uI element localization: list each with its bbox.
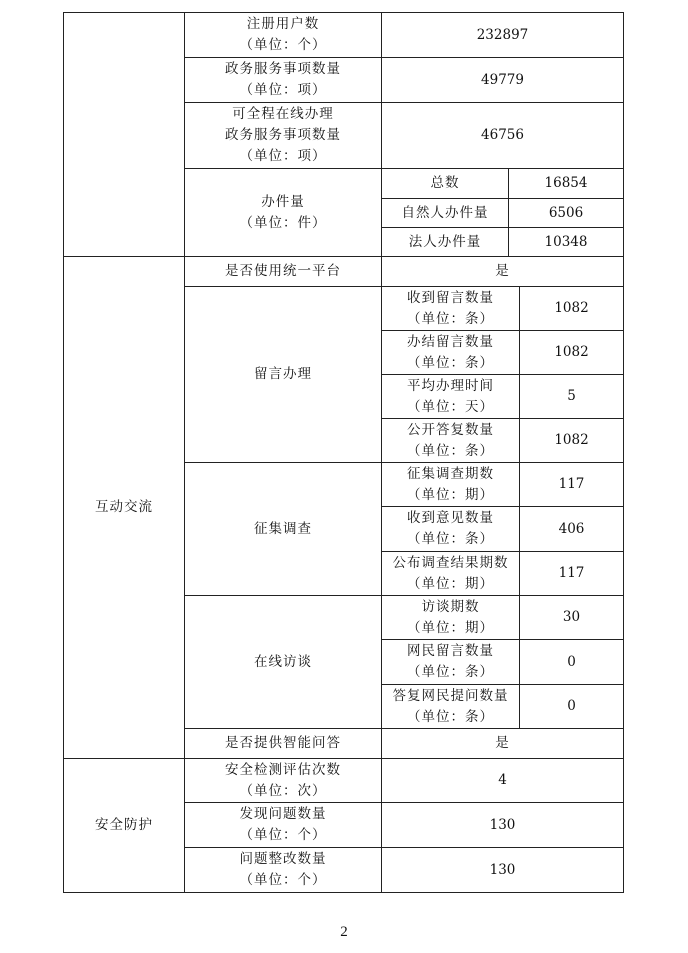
label-survey-opinions: 收到意见数量 （单位：条）	[381, 506, 520, 552]
value-interview-replies: 0	[519, 684, 624, 729]
label-security-checks: 安全检测评估次数 （单位：次）	[184, 758, 382, 803]
label-online-items: 可全程在线办理 政务服务事项数量 （单位：项）	[184, 102, 382, 169]
label-service-items: 政务服务事项数量 （单位：项）	[184, 57, 382, 103]
value-online-items: 46756	[381, 102, 624, 169]
value-service-items: 49779	[381, 57, 624, 103]
value-survey-periods: 117	[519, 462, 624, 507]
label-interview-periods: 访谈期数 （单位：期）	[381, 595, 520, 640]
group-label-security: 安全防护	[95, 817, 153, 833]
value-messages-received: 1082	[519, 286, 624, 331]
group-cell-security	[63, 758, 185, 893]
label-interview-replies: 答复网民提问数量 （单位：条）	[381, 684, 520, 729]
value-survey-opinions: 406	[519, 506, 624, 552]
value-messages-public: 1082	[519, 418, 624, 463]
value-messages-closed: 1082	[519, 330, 624, 375]
label-interview: 在线访谈	[184, 595, 382, 729]
label-cases: 办件量 （单位：件）	[184, 168, 382, 257]
group-label-interaction: 互动交流	[95, 499, 153, 515]
value-survey-results: 117	[519, 551, 624, 596]
label-messages-public: 公开答复数量 （单位：条）	[381, 418, 520, 463]
value-cases-natural: 6506	[508, 198, 624, 228]
value-registered-users: 232897	[381, 12, 624, 58]
label-security-fixed: 问题整改数量 （单位：个）	[184, 847, 382, 893]
label-cases-legal: 法人办件量	[381, 227, 509, 257]
label-registered-users: 注册用户数 （单位：个）	[184, 12, 382, 58]
value-unified-platform: 是	[381, 256, 624, 287]
label-interview-messages: 网民留言数量 （单位：条）	[381, 639, 520, 685]
label-survey: 征集调查	[184, 462, 382, 596]
label-cases-natural: 自然人办件量	[381, 198, 509, 228]
value-cases-total: 16854	[508, 168, 624, 199]
label-unified-platform: 是否使用统一平台	[184, 256, 382, 287]
value-interview-messages: 0	[519, 639, 624, 685]
value-security-issues: 130	[381, 802, 624, 848]
value-security-checks: 4	[381, 758, 624, 803]
group-cell-top-empty	[63, 12, 185, 257]
label-security-issues: 发现问题数量 （单位：个）	[184, 802, 382, 848]
label-smart-qa: 是否提供智能问答	[184, 728, 382, 759]
page-number: 2	[340, 924, 348, 940]
value-security-fixed: 130	[381, 847, 624, 893]
label-survey-periods: 征集调查期数 （单位：期）	[381, 462, 520, 507]
label-messages-closed: 办结留言数量 （单位：条）	[381, 330, 520, 375]
group-cell-interaction	[63, 256, 185, 759]
label-messages-avg-time: 平均办理时间 （单位：天）	[381, 374, 520, 419]
label-survey-results: 公布调查结果期数 （单位：期）	[381, 551, 520, 596]
value-interview-periods: 30	[519, 595, 624, 640]
value-messages-avg-time: 5	[519, 374, 624, 419]
value-smart-qa: 是	[381, 728, 624, 759]
label-cases-total: 总数	[381, 168, 509, 199]
label-messages-received: 收到留言数量 （单位：条）	[381, 286, 520, 331]
label-messages: 留言办理	[184, 286, 382, 463]
value-cases-legal: 10348	[508, 227, 624, 257]
